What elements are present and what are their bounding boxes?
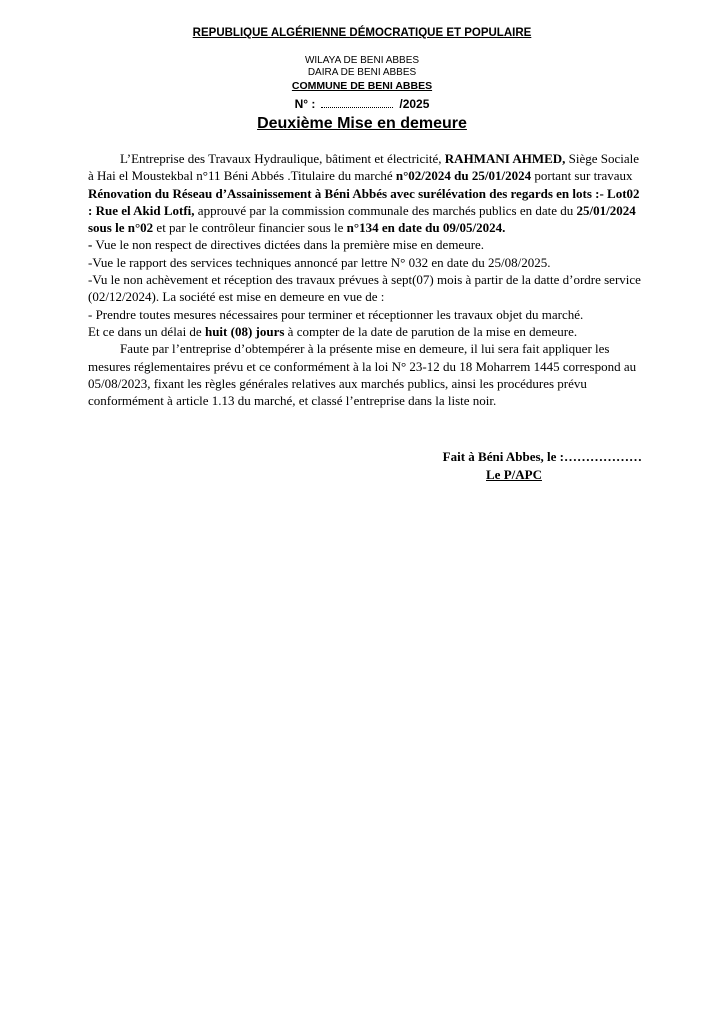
clause-2: -Vue le rapport des services techniques annoncé par lettre N° 032 en date du 25/08/2025. [88, 254, 551, 270]
clause-1-text: Vue le non respect de directives dictées dans la première mise en demeure. [92, 237, 485, 253]
controller-reference: n°134 en date du 09/05/2024. [346, 220, 506, 236]
paragraph-intro [88, 150, 646, 236]
p1-text-f: et par le contrôleur financier sous le [153, 220, 347, 236]
number-label: N° : [294, 97, 316, 111]
commune-heading [0, 80, 724, 92]
p1-text-e: approuvé par la commission communale des marchés publics en date du [194, 202, 577, 218]
title-text: Deuxième Mise en demeure [257, 115, 467, 132]
p1-text-a: L’Entreprise des Travaux Hydraulique, bâtiment et électricité, [120, 151, 445, 166]
commune-text: COMMUNE DE BENI ABBES [291, 80, 433, 92]
document-body [88, 150, 646, 409]
number-blank [321, 97, 393, 108]
p1-text-c: Siège Sociale à Hai el Moustekbal n°11 Béni Abbés .Titulaire du marché [88, 151, 640, 184]
clause-3: -Vu le non achèvement et réception des travaux prévues à sept(07) mois à partir de la datte d’ordre service (02/12/2024). La société est mise en demeure en vue de : [88, 272, 641, 305]
deadline: huit (08) jours [204, 323, 285, 339]
republic-heading [0, 27, 724, 39]
clause-5-text-a: Et ce dans un délai de [88, 323, 205, 339]
approval-date: 25/01/2024 sous le n°02 [88, 202, 636, 236]
document-title [0, 115, 724, 133]
contract-number: n°02/2024 du 25/01/2024 [395, 168, 532, 184]
place-date-text: Fait à Béni Abbes, le :……………… [442, 449, 642, 464]
clause-5 [88, 323, 646, 340]
reference-number [0, 97, 724, 111]
number-year: /2025 [399, 97, 430, 111]
clause-4: - Prendre toutes mesures nécessaires pour terminer et réceptionner les travaux objet du marché. [88, 306, 584, 322]
role-text: Le P/APC [486, 467, 542, 482]
p1-text-d: portant sur travaux [531, 168, 633, 184]
company-name: RAHMANI AHMED, [444, 151, 566, 166]
daira-line: DAIRA DE BENI ABBES [307, 67, 417, 78]
project-name: Rénovation du Réseau d’Assainissement à Béni Abbés avec surélévation des regards en lots :- Lot02 : Rue el Akid Lotfi, [88, 185, 640, 218]
wilaya-line: WILAYA DE BENI ABBES [304, 55, 420, 66]
clause-5-text-c: à compter de la date de parution de la mise en demeure. [284, 323, 578, 339]
clause-1-dash: - [88, 237, 93, 253]
republic-text: REPUBLIQUE ALGÉRIENNE DÉMOCRATIQUE ET POPULAIRE [192, 27, 532, 39]
paragraph-sanction: Faute par l’entreprise d’obtempérer à la présente mise en demeure, il lui sera fait appliquer les mesures réglementaires prévu et ce conformément à la loi N° 23-12 du 18 Moharrem 1445 correspond au 05/08/2023, fixant les règles générales relatives aux marchés publics, ainsi les procédures prévu conformément à article 1.13 du marché, et classé l’entreprise dans la liste noir. [88, 341, 637, 409]
clause-1 [88, 236, 646, 253]
